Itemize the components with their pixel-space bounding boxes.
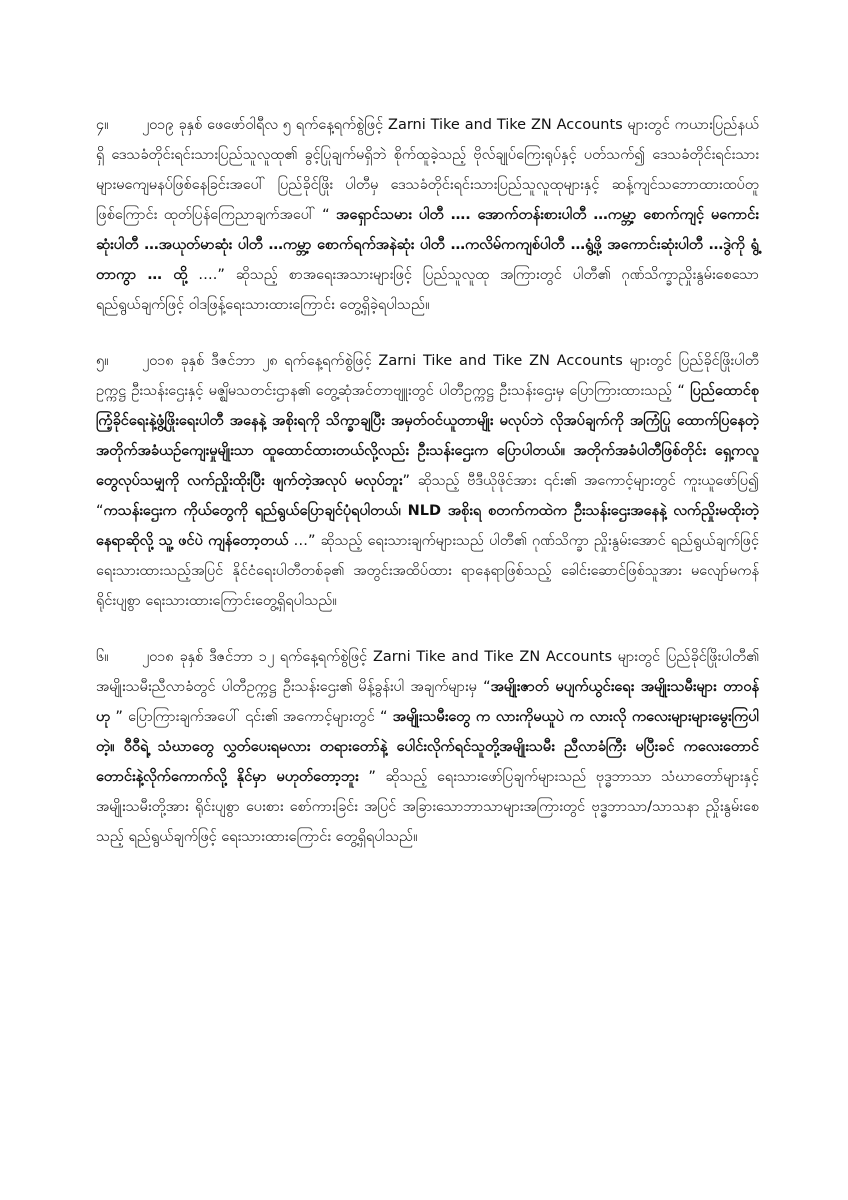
paragraph-text: …” ဆိုသည့် ရေးသားချက်များသည် ပါတီ၏ ဂုဏ်သိက္ခာ ညှိုးနွမ်းအောင် ရည်ရွယ်ချက်ဖြင့် ရေးသားထားသည့်အပြင် နိုင်ငံရေးပါတီတစ်ခု၏ အတွင်းအထိပ်ထား ရာနေရာဖြစ်သည့် ခေါင်းဆောင်ဖြစ်သူအား မလျော်မကန်ရိုင်းပျစွာ ရေးသားထားကြောင်းတွေ့ရှိရပါသည်။ bbox=[96, 533, 759, 609]
paragraph-text: ” ပြောကြားချက်အပေါ် ၎င်း၏ အကောင့်များတွင် “ bbox=[110, 709, 393, 725]
paragraph-quote-bold: အမျိုးသမီးတွေ က လားကိုမယူပဲ က လားလို ကလေးများများမွေးကြပါတဲ့။ ဝီဝီရဲ့ သံဃာတွေ လွှတ်ပေးရမလား တရားတော်နဲ့ ပေါင်းလိုက်ရင်သူတို့အမျိုးသမီး ညီလာခံကြီး မပြီးခင် ကလေးတောင် တောင်းနဲ့လိုက်ကောက်လို့ နိုင်မှာ မဟုတ်တော့ဘူး bbox=[96, 709, 759, 785]
paragraph-quote-bold: အရှောင်သမား ပါတီ …. အောက်တန်းစားပါတီ …ကမ္ဘာ့ စောက်ကျင့် မကောင်းဆုံးပါတီ …အယုတ်မာဆုံး ပါတီ …ကမ္ဘာ့ စောက်ရက်အနဲဆုံး ပါတီ …ကလိမ်ကကျစ်ပါတီ …ရွံ့ဖို့ အကောင်းဆုံးပါတီ …ဒွဲကို ရွံ့တာကွာ … ထို့ bbox=[96, 207, 759, 283]
paragraph-quote-bold: အမျိုးဇာတ် မပျက်ယွင်းရေး အမျိုးသမီးများ တာဝန်ဟု bbox=[96, 679, 760, 725]
paragraph-5 bbox=[96, 346, 759, 616]
paragraph-6 bbox=[96, 642, 759, 852]
paragraph-text: ၂၀၁၈ ခုနှစ် ဒီဇင်ဘာ ၂၈ ရက်နေ့ရက်စွဲဖြင့် Zarni Tike and Tike ZN Accounts များတွင် ပြည်ခိုင်ဖြိုးပါတီဥက္ကဋ္ဌ ဦးသန်းဌေးနှင့် မဇ္ဈိမသတင်းဌာန၏ တွေ့ဆုံအင်တာဗျူးတွင် ပါတီဥက္ကဋ္ဌ ဦးသန်းဌေးမှ ပြောကြားထားသည့် “ bbox=[96, 353, 759, 399]
paragraph-text: ၂၀၁၉ ခုနှစ် ဖေဖော်ဝါရီလ ၅ ရက်နေ့ရက်စွဲဖြင့် Zarni Tike and Tike ZN Accounts များတွင် ကယားပြည်နယ်ရှိ ဒေသခံတိုင်းရင်းသားပြည်သူလူထု၏ ခွင့်ပြုချက်မရှိဘဲ စိုက်ထူခဲ့သည့် ဗိုလ်ချုပ်ကြေးရုပ်နှင့် ပတ်သက်၍ ဒေသခံတိုင်းရင်းသားများမကျေမနပ်ဖြစ်နေခြင်းအပေါ် ပြည်ခိုင်ဖြိုး ပါတီမှ ဒေသခံတိုင်းရင်းသားပြည်သူလူထုများနှင့် ဆန့်ကျင်သဘောထားထပ်တူဖြစ်ကြောင်း ထုတ်ပြန်ကြေညာချက်အပေါ် “ bbox=[96, 117, 759, 223]
paragraph-text: ၂၀၁၈ ခုနှစ် ဒီဇင်ဘာ ၁၂ ရက်နေ့ရက်စွဲဖြင့် Zarni Tike and Tike ZN Accounts များတွင် ပြည်ခိုင်ဖြိုးပါတီ၏ အမျိုးသမီးညီလာခံတွင် ပါတီဥက္ကဋ္ဌ ဦးသန်းဌေး၏ မိန့်ခွန်းပါ အချက်များမှ “ bbox=[96, 649, 759, 695]
paragraph-quote-bold: ကသန်းဌေးက ကိုယ်တွေကို ရည်ရွယ်ပြောချင်ပုံရပါတယ်၊ NLD အစိုးရ စတက်ကထဲက ဦးသန်းဌေးအနေနဲ့ လက်ညှိုးမထိုးတဲ့ နေရာဆိုလို့ သူ့ ဖင်ပဲ ကျန်တော့တယ် bbox=[96, 503, 759, 549]
document-page bbox=[96, 110, 759, 878]
paragraph-number: ၆။ bbox=[96, 649, 109, 665]
paragraph-text: ” ဆိုသည့် ဗီဒီယိုဖိုင်အား ၎င်း၏ အကောင့်များတွင် ကူးယူဖော်ပြ၍ “ bbox=[96, 473, 759, 519]
paragraph-quote-bold: ပြည်ထောင်စုကြံ့ခိုင်ရေးနဲ့ဖွံ့ဖြိုးရေးပါတီ အနေနဲ့ အစိုးရကို သိက္ခာချပြီး အမှတ်ဝင်ယူတာမျိုး မလုပ်ဘဲ လိုအပ်ချက်ကို အကြံပြု ထောက်ပြနေတဲ့ အတိုက်အခံယဉ်ကျေးမှုမျိုးသာ ထူထောင်ထားတယ်လို့လည်း ဦးသန်းဌေးက ပြောပါတယ်။ အတိုက်အခံပါတီဖြစ်တိုင်း ရှေ့ကလူတွေလုပ်သမျှကို လက်ညှိုးထိုးပြီး ဖျက်တဲ့အလုပ် မလုပ်ဘူး bbox=[96, 383, 759, 489]
paragraph-text: ” ဆိုသည့် ရေးသားဖော်ပြချက်များသည် ဗုဒ္ဓဘာသာ သံဃာတော်များနှင့် အမျိုးသမီးတို့အား ရိုင်းပျစွာ ပေးစား စော်ကားခြင်း အပြင် အခြားသောဘာသာများအကြားတွင် ဗုဒ္ဓဘာသာ/သာသနာ ညှိုးနွမ်းစေသည့် ရည်ရွယ်ချက်ဖြင့် ရေးသားထားကြောင်း တွေ့ရှိရပါသည်။ bbox=[96, 769, 759, 845]
paragraph-number: ၅။ bbox=[96, 353, 109, 369]
paragraph-text: ….” ဆိုသည့် စာအရေးအသားများဖြင့် ပြည်သူလူထု အကြားတွင် ပါတီ၏ ဂုဏ်သိက္ခာညှိုးနွမ်းစေသောရည်ရွယ်ချက်ဖြင့် ဝါဒဖြန့်ရေးသားထားကြောင်း တွေ့ရှိခဲ့ရပါသည်။ bbox=[96, 267, 759, 313]
paragraph-number: ၄။ bbox=[96, 117, 109, 133]
paragraph-4 bbox=[96, 110, 759, 320]
